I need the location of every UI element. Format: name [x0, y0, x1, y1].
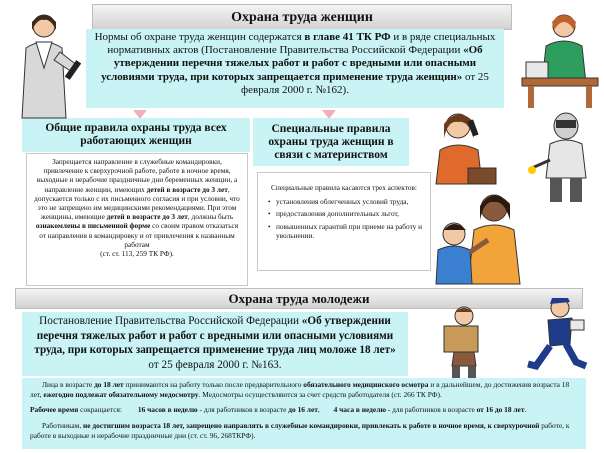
intro-text-1: Нормы об охране труда женщин содержатся — [94, 31, 305, 43]
youth-decree-title: «Об утверждении перечня тяжелых работ и работ с вредными или опасными условиями труда, при которых запрещается применение труда лиц моложе 18 лет» — [34, 315, 396, 356]
boy-carrying-box-illustration — [434, 304, 498, 380]
woman-desk-illustration — [516, 6, 600, 110]
page-title: Охрана труда женщин — [231, 10, 373, 25]
intro-chapter: в главе 41 ТК РФ — [304, 31, 391, 43]
youth-rule-medical: Лица в возрасте до 18 лет принимаются на работу только после предварительного обязательного медицинского осмотра и в дальнейшем, до достижения возраста 18 лет, ежегодно подлежат обязательному медосмотру. Медосмотры осуществляются за счет средств работодателя (ст. 266 ТК РФ). — [30, 380, 570, 400]
special-rules-title: Специальные правила охраны труда женщин в связи с материнством — [253, 118, 409, 166]
special-rules-intro: Специальные правила касаются трех аспектов: — [271, 183, 417, 192]
courier-running-illustration — [520, 296, 592, 378]
intro-box — [86, 29, 504, 108]
youth-rule-restrictions: Работникам, не достигшим возраста 18 лет, запрещено направлять в служебные командировки, привлекать к работе в ночное время, к сверхурочной работе, к работе в выходные и нерабочие праздничные дни (ст. ст. 96, 268ТКРФ). — [30, 420, 570, 440]
mother-child-illustration — [430, 186, 532, 286]
youth-title: Охрана труда молодежи — [228, 291, 370, 306]
special-item-3: • повышенных гарантий при приеме на работу и увольнении. — [264, 222, 424, 241]
general-rules-title: Общие правила охраны труда всех работающих женщин — [22, 118, 250, 152]
woman-phone-sitting-illustration — [428, 108, 498, 188]
special-rules-panel — [257, 172, 431, 271]
intro-text-3: и в ряде специальных нормативных актов (Постановление Правительства Российской Федерации — [107, 31, 496, 57]
youth-decree-box: Постановление Правительства Российской Федерации «Об утверждении перечня тяжелых работ и работ с вредными или опасными условиями труда, при которых запрещается применение труда лиц моложе 18 лет» от 25 февраля 2000 г. №163. — [22, 312, 408, 376]
welder-illustration — [526, 108, 600, 204]
general-rules-ref: (ст. ст. 113, 259 ТК РФ). — [100, 249, 174, 259]
special-item-1: • установления облегченных условий труда, — [264, 197, 424, 207]
general-rules-panel: Запрещается направление в служебные командировки, привлечение к сверхурочной работе, работе в ночное время, выходные и нерабочие праздничные дни беременных женщин, а направление женщин, имеющих детей в возрасте до 3 лет, допускается только с их письменного согласия и при условии, что это не запрещено им медицинскими рекомендациями. При этом женщины, имеющие детей в возрасте до 3 лет, должны быть ознакомлены в письменной форме со своим правом отказаться от направления в командировку и от привлечения к названным работам (ст. ст. 113, 259 ТК РФ). — [26, 153, 248, 286]
youth-rule-worktime: Рабочее время сокращается: 16 часов в неделю - для работников в возрасте до 16 лет, 4 часа в неделю - для работников в возрасте от 16 до 18 лет. — [30, 405, 527, 415]
women-labor-banner — [92, 4, 512, 30]
woman-phone-illustration — [2, 8, 86, 120]
intro-decree-title: «Об утверждении перечня тяжелых работ и работ с вредными или опасными условиями труда, при которых запрещается применение труда женщин» — [101, 44, 483, 83]
youth-rules-box — [22, 378, 586, 449]
special-item-2: • предоставления дополнительных льгот, — [264, 209, 424, 219]
intro-text-5: от 25 февраля 2000 г. №162). — [241, 70, 489, 96]
